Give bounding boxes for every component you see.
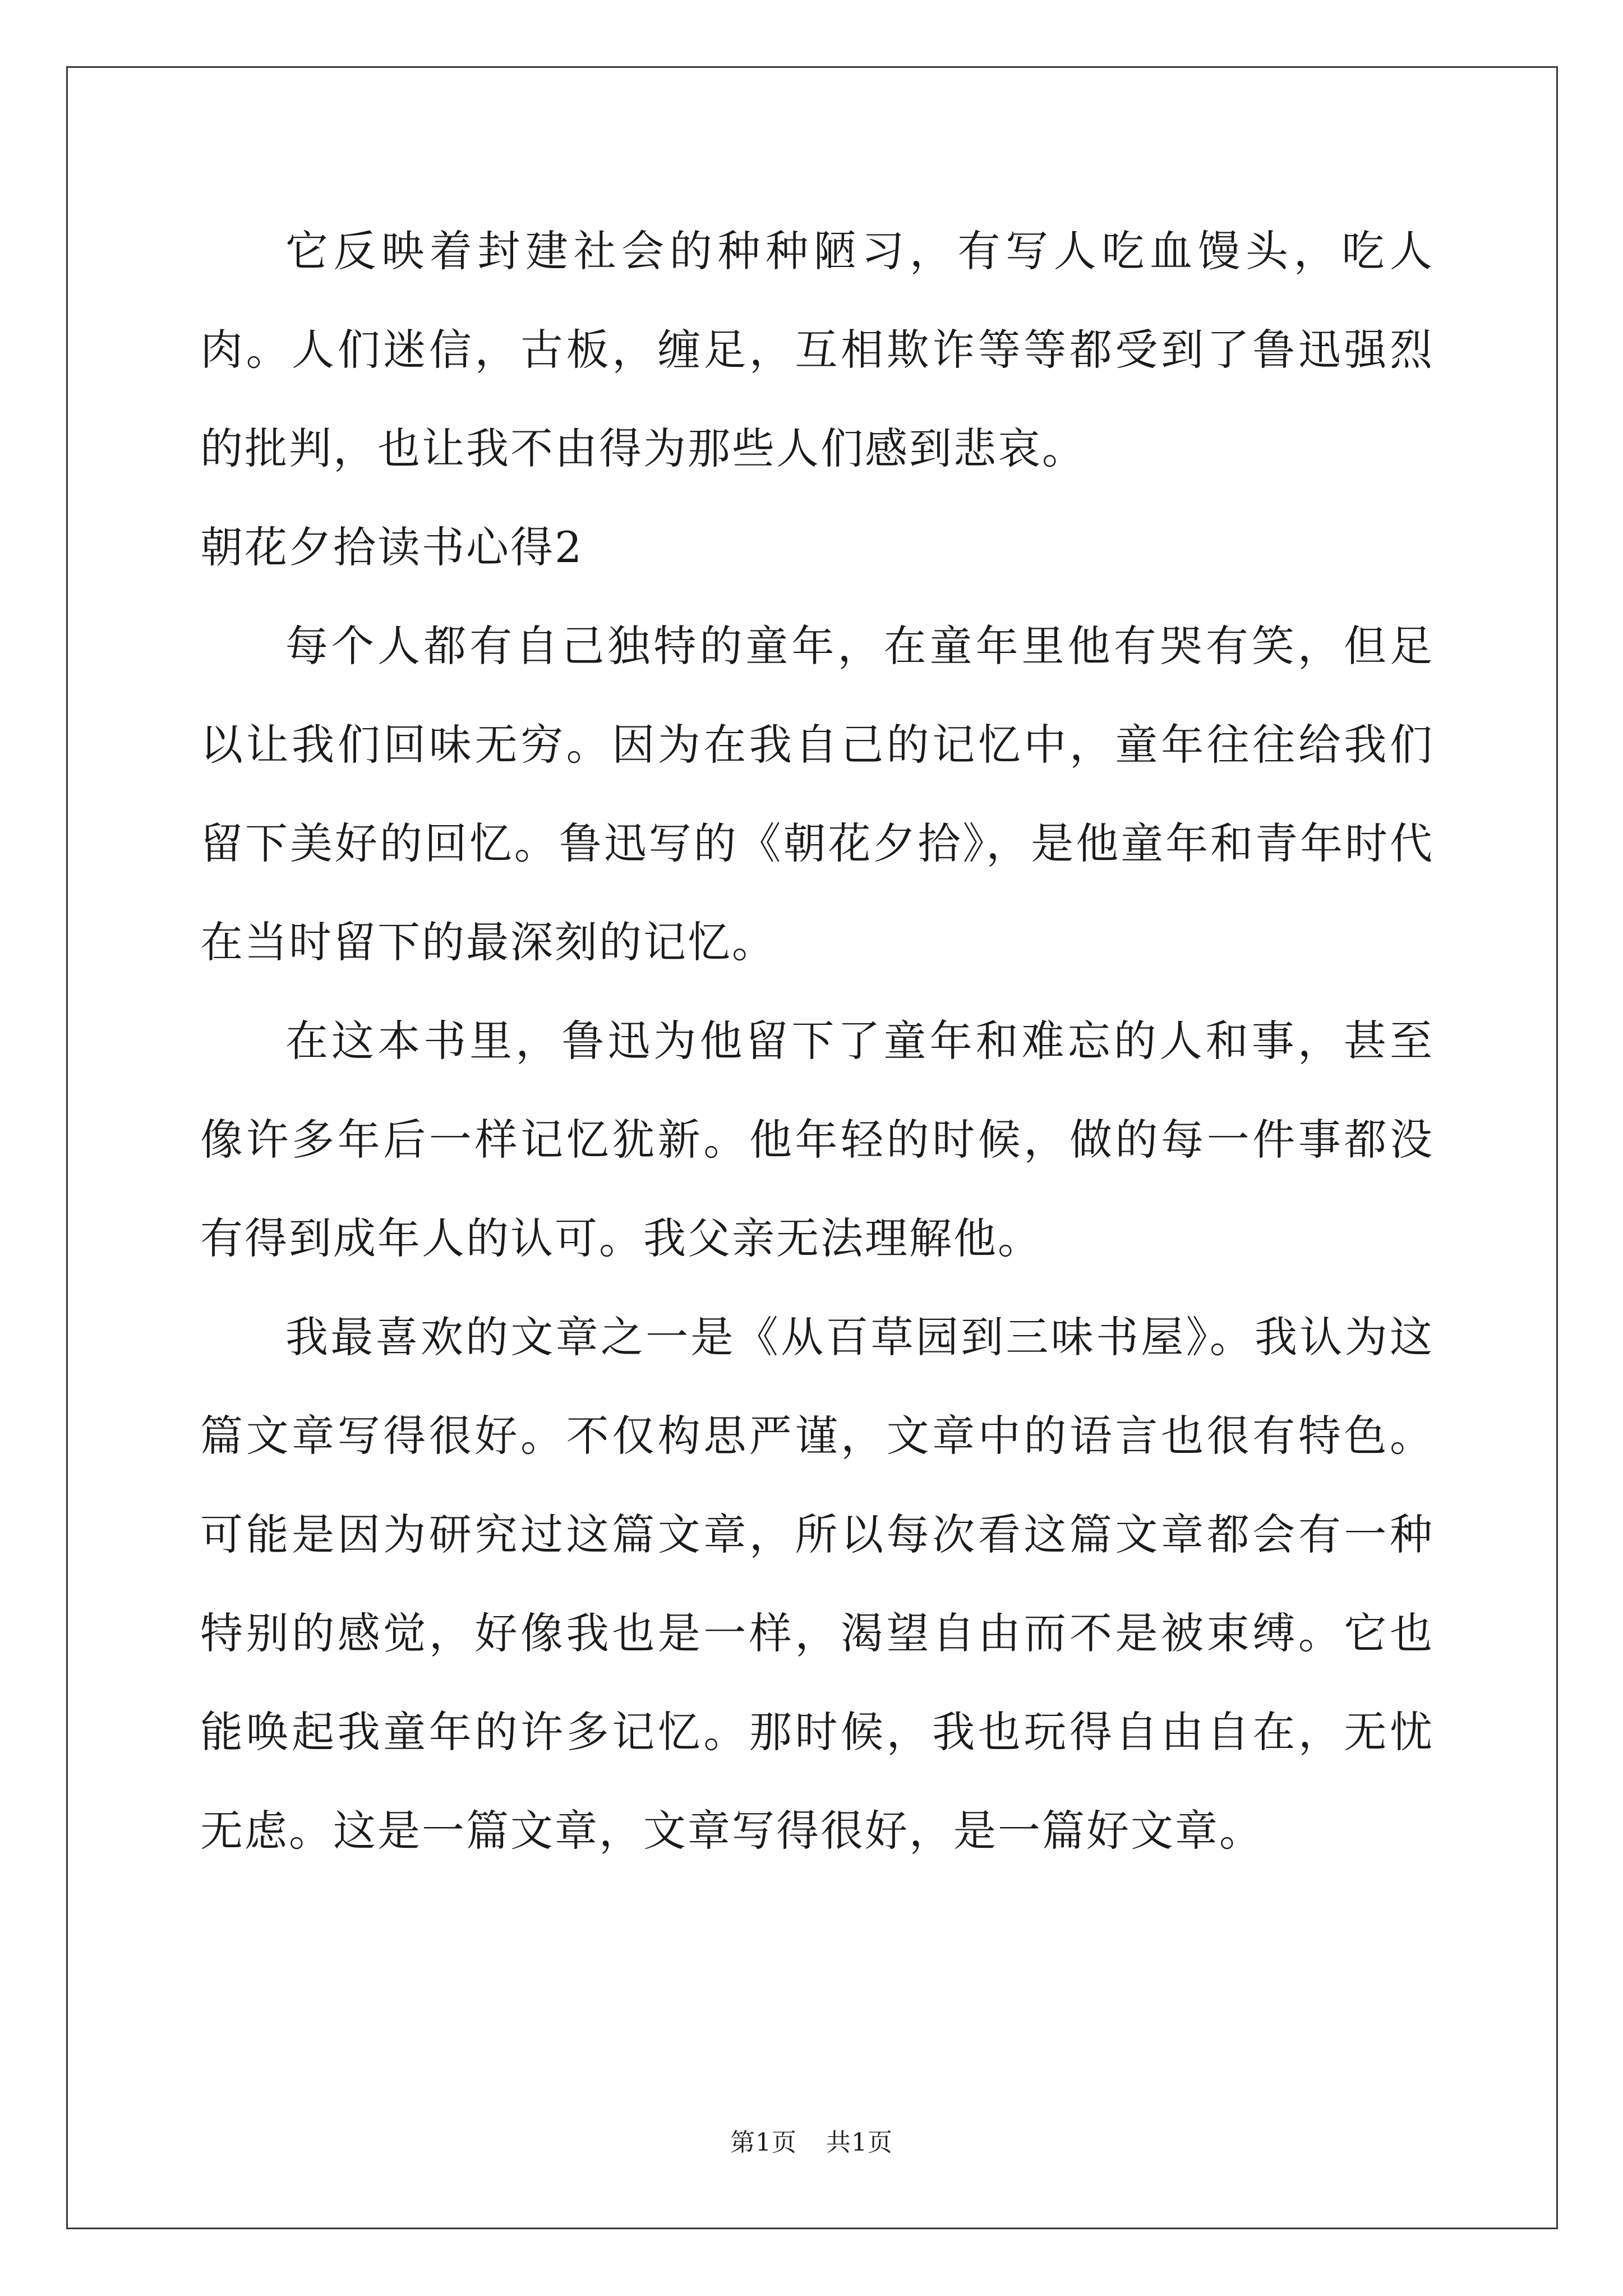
page-total: 共1页 [826,2128,893,2157]
paragraph: 它反映着封建社会的种种陋习，有写人吃血馒头，吃人肉。人们迷信，古板，缠足，互相欺诈等等都受到了鲁迅强烈的批判，也让我不由得为那些人们感到悲哀。 [200,226,1434,473]
paragraph: 每个人都有自己独特的童年，在童年里他有哭有笑，但足以让我们回味无穷。因为在我自己的记忆中，童年往往给我们留下美好的回忆。鲁迅写的《朝花夕拾》，是他童年和青年时代在当时留下的最深刻的记忆。 [200,621,1434,967]
page-footer [0,2126,1623,2160]
section-heading: 朝花夕拾读书心得2 [200,522,584,572]
paragraph: 在这本书里，鲁迅为他留下了童年和难忘的人和事，甚至像许多年后一样记忆犹新。他年轻的时候，做的每一件事都没有得到成年人的认可。我父亲无法理解他。 [200,1016,1434,1263]
paragraph: 我最喜欢的文章之一是《从百草园到三味书屋》。我认为这篇文章写得很好。不仅构思严谨，文章中的语言也很有特色。可能是因为研究过这篇文章，所以每次看这篇文章都会有一种特别的感觉，好像我也是一样，渴望自由而不是被束缚。它也能唤起我童年的许多记忆。那时候，我也玩得自由自在，无忧无虑。这是一篇文章，文章写得很好，是一篇好文章。 [200,1312,1434,1856]
page-number: 第1页 [730,2128,797,2157]
document-body [200,202,1434,1880]
